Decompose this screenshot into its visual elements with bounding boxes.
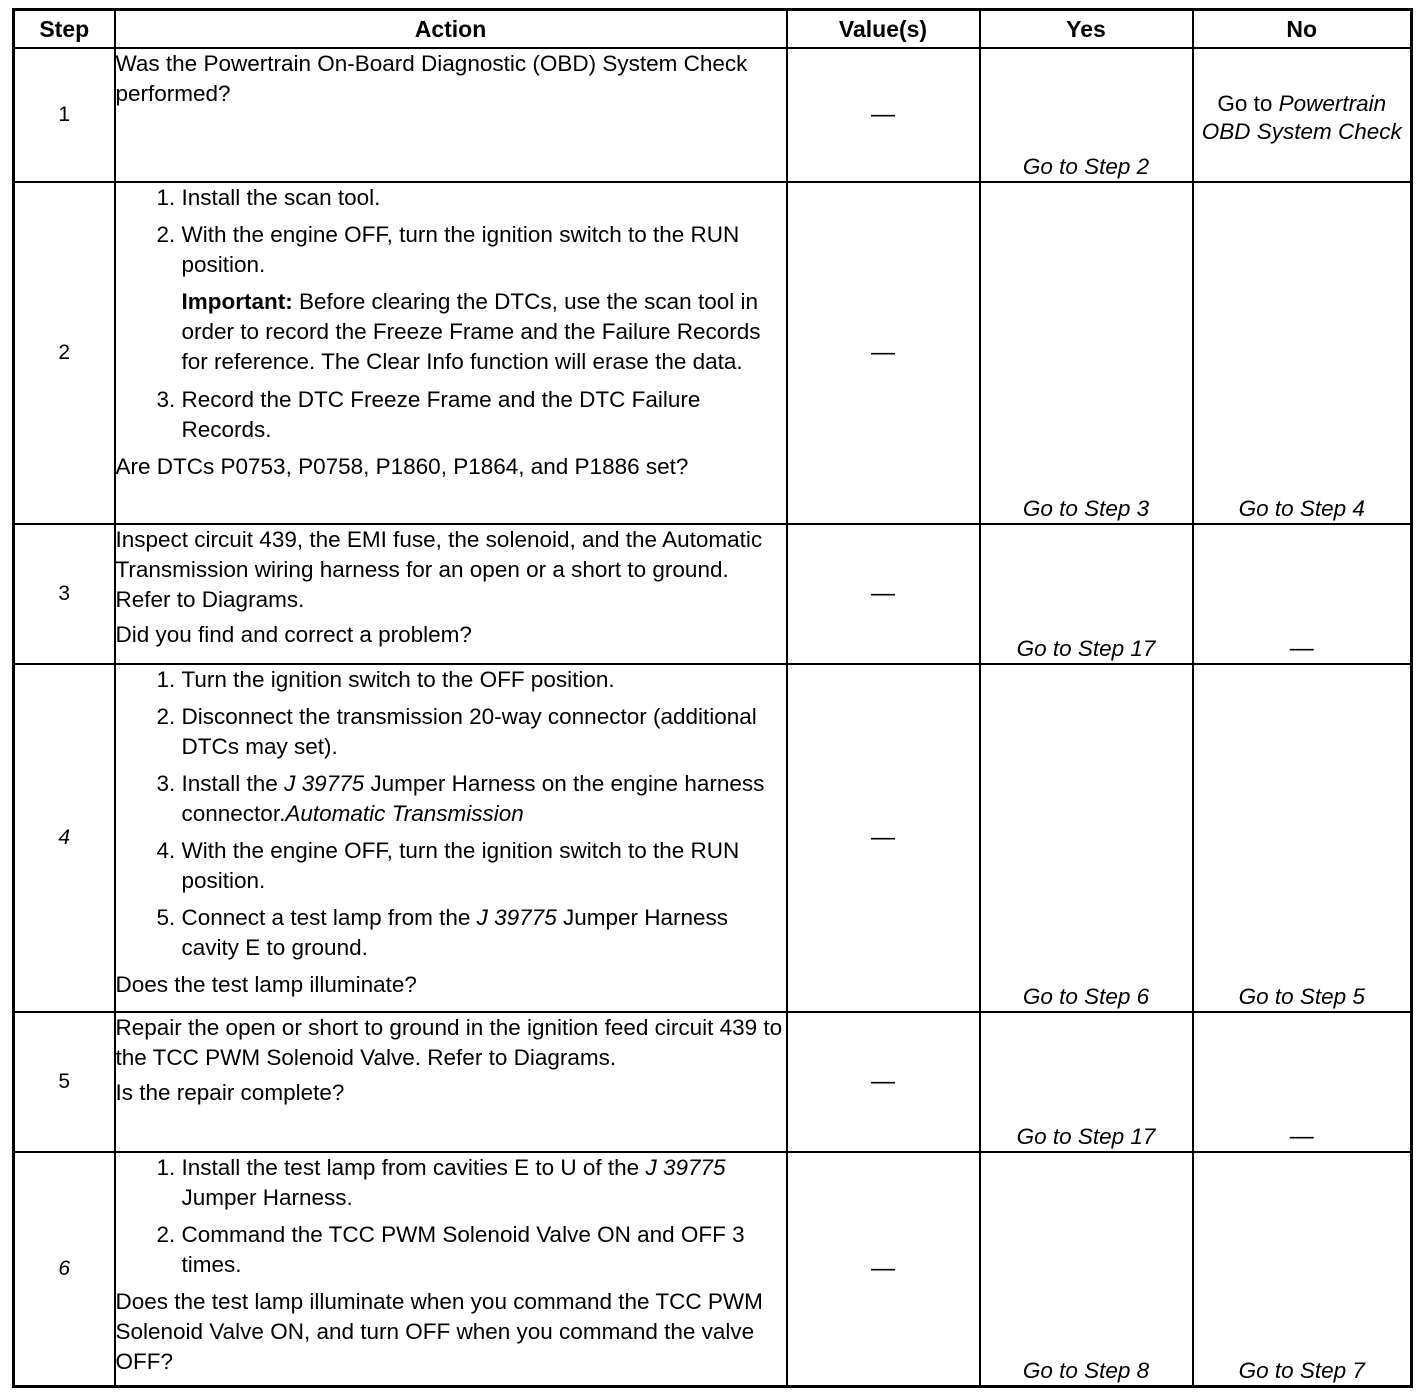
action-text: Was the Powertrain On-Board Diagnostic (OBD) System Check performed? xyxy=(115,51,748,106)
tool-name: J 39775 xyxy=(476,905,557,930)
no-link[interactable]: Go to Step 7 xyxy=(1193,1152,1412,1386)
no-link[interactable]: Go to Step 4 xyxy=(1193,182,1412,524)
step-list xyxy=(116,183,786,280)
step-list xyxy=(116,385,786,445)
action-text xyxy=(116,525,786,615)
automatic-transmission-link[interactable]: Automatic Transmission xyxy=(285,801,524,826)
value-cell: — xyxy=(787,664,980,1012)
yes-link[interactable]: Go to Step 2 xyxy=(980,48,1193,182)
step-number: 4 xyxy=(14,664,115,1012)
tool-name: J 39775 xyxy=(645,1155,726,1180)
list-item: 4. With the engine OFF, turn the ignition switch to the RUN position. xyxy=(182,836,786,896)
value-cell: — xyxy=(787,1152,980,1386)
header-step: Step xyxy=(14,10,115,49)
table-row xyxy=(14,182,1412,524)
step-list xyxy=(116,665,786,963)
step-number: 1 xyxy=(14,48,115,182)
list-item xyxy=(182,1153,786,1213)
header-no: No xyxy=(1193,10,1412,49)
question-text: Is the repair complete? xyxy=(115,1080,345,1105)
list-item xyxy=(182,769,786,829)
step-number: 5 xyxy=(14,1012,115,1152)
item-text: Jumper Harness cavity E to ground. xyxy=(181,905,729,960)
no-link[interactable] xyxy=(1193,48,1412,182)
list-item: 2. Command the TCC PWM Solenoid Valve ON and OFF 3 times. xyxy=(182,1220,786,1280)
action-cell xyxy=(115,1012,787,1152)
no-dash: — xyxy=(1193,1012,1412,1152)
action-cell xyxy=(115,524,787,664)
list-item: 3. Record the DTC Freeze Frame and the DTC Failure Records. xyxy=(182,385,786,445)
no-prefix: Go to xyxy=(1217,91,1279,116)
no-link[interactable]: Go to Step 5 xyxy=(1193,664,1412,1012)
action-cell xyxy=(115,1152,787,1386)
important-note xyxy=(182,287,786,377)
header-action: Action xyxy=(115,10,787,49)
list-item: 2. With the engine OFF, turn the ignition switch to the RUN position. xyxy=(182,220,786,280)
header-values: Value(s) xyxy=(787,10,980,49)
question-text: Did you find and correct a problem? xyxy=(115,622,472,647)
list-item: 2. Disconnect the transmission 20-way connector (additional DTCs may set). xyxy=(182,702,786,762)
value-cell: — xyxy=(787,182,980,524)
diagrams-link[interactable]: Diagrams xyxy=(201,587,299,612)
value-cell: — xyxy=(787,48,980,182)
important-text: Before clearing the DTCs, use the scan tool in order to record the Freeze Frame and the Failure Records for reference. The Clear Info function will erase the data. xyxy=(181,289,761,374)
yes-link[interactable]: Go to Step 3 xyxy=(980,182,1193,524)
question-text: Does the test lamp illuminate? xyxy=(115,972,417,997)
item-text: Install the xyxy=(181,771,285,796)
list-item: 1. Install the scan tool. xyxy=(182,183,786,213)
table-row xyxy=(14,664,1412,1012)
table-row xyxy=(14,1012,1412,1152)
table-row xyxy=(14,48,1412,182)
yes-link[interactable]: Go to Step 8 xyxy=(980,1152,1193,1386)
list-item xyxy=(182,903,786,963)
action-cell xyxy=(115,48,787,182)
step-number: 3 xyxy=(14,524,115,664)
list-item: 1. Turn the ignition switch to the OFF position. xyxy=(182,665,786,695)
diagnostic-table xyxy=(12,8,1413,1388)
obd-check-link[interactable]: Powertrain OBD System Check xyxy=(1201,91,1402,144)
step-number: 2 xyxy=(14,182,115,524)
question-text: Are DTCs P0753, P0758, P1860, P1864, and P1886 set? xyxy=(115,454,689,479)
header-row xyxy=(14,10,1412,49)
action-text-part: . xyxy=(298,587,305,612)
step-list xyxy=(116,1153,786,1280)
no-dash: — xyxy=(1193,524,1412,664)
table-row xyxy=(14,524,1412,664)
yes-link[interactable]: Go to Step 6 xyxy=(980,664,1193,1012)
step-number: 6 xyxy=(14,1152,115,1386)
item-text: Install the test lamp from cavities E to U of the xyxy=(181,1155,646,1180)
important-label: Important: xyxy=(181,289,293,314)
item-text: Jumper Harness on the engine harness connector. xyxy=(181,771,765,826)
tool-name: J 39775 xyxy=(284,771,365,796)
action-cell xyxy=(115,182,787,524)
question-text: Does the test lamp illuminate when you command the TCC PWM Solenoid Valve ON, and turn OFF when you command the valve OFF? xyxy=(115,1289,763,1374)
action-cell xyxy=(115,664,787,1012)
table-row xyxy=(14,1152,1412,1386)
yes-link[interactable]: Go to Step 17 xyxy=(980,524,1193,664)
action-text-part: Inspect circuit 439, the EMI fuse, the solenoid, and the Automatic Transmission wiring harness for an open or a short to ground. Refer to xyxy=(115,527,763,612)
item-text: Jumper Harness. xyxy=(181,1185,353,1210)
yes-link[interactable]: Go to Step 17 xyxy=(980,1012,1193,1152)
value-cell: — xyxy=(787,1012,980,1152)
action-text: Repair the open or short to ground in the ignition feed circuit 439 to the TCC PWM Solenoid Valve. Refer to Diagrams. xyxy=(115,1015,783,1070)
item-text: Connect a test lamp from the xyxy=(181,905,477,930)
value-cell: — xyxy=(787,524,980,664)
header-yes: Yes xyxy=(980,10,1193,49)
